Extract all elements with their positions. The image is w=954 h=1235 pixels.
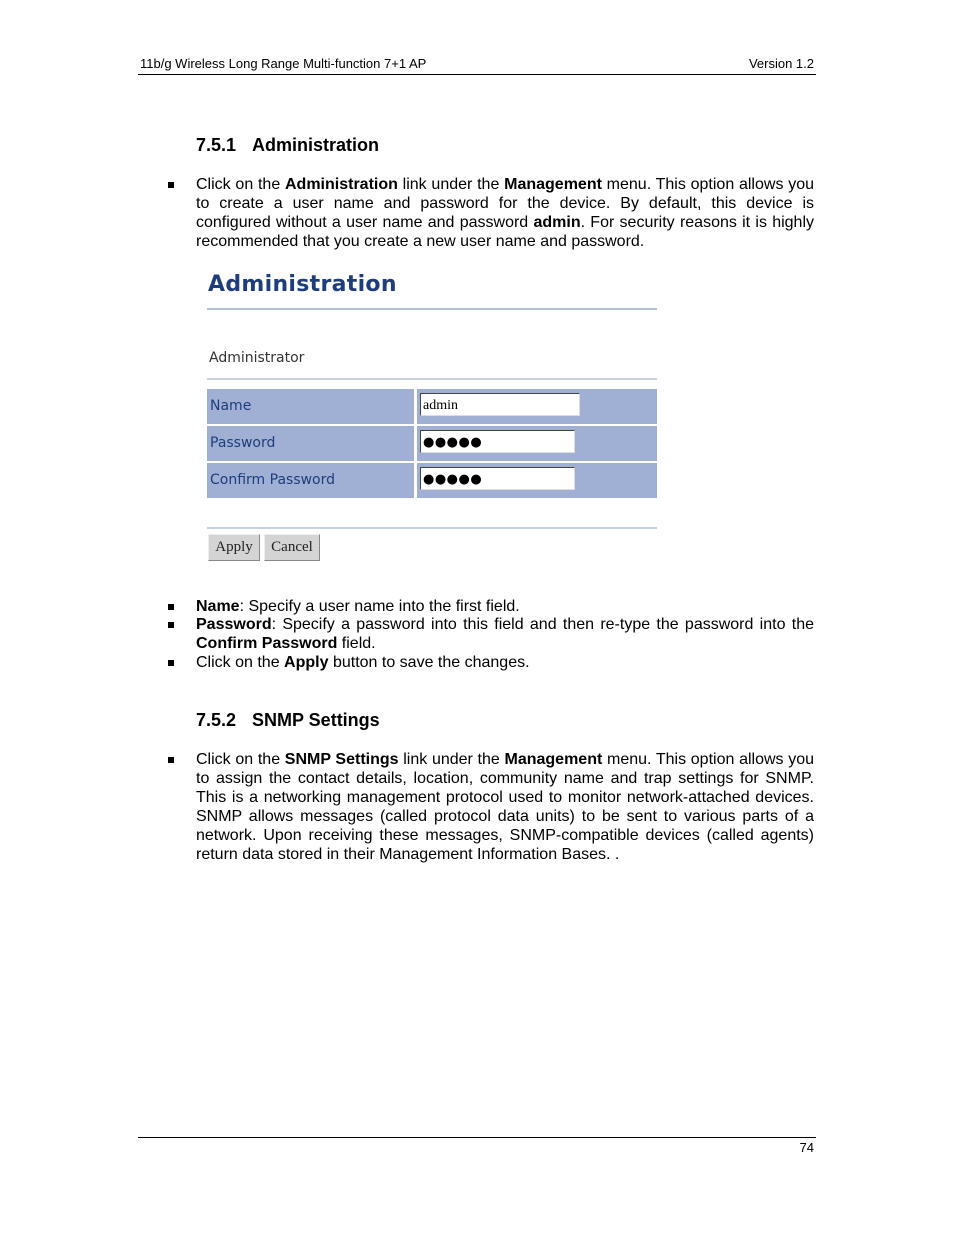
table-row-password: [207, 426, 657, 461]
divider: [207, 308, 657, 310]
confirm-password-input[interactable]: ●●●●●: [420, 467, 575, 490]
list-item: Name: Specify a user name into the first field.: [168, 597, 814, 616]
screenshot-section-label: Administrator: [209, 350, 305, 366]
paragraph: Click on the Administration link under the Management menu. This option allows you to create a user name and password for the device. By default, this device is configured without a user name and password admin. For security reasons it is highly recommended that you create a new user name and password.: [196, 176, 815, 250]
section-number: 7.5.2: [196, 710, 237, 730]
list-item: [168, 175, 814, 251]
footer-rule: [138, 1137, 816, 1138]
administration-screenshot: [206, 270, 658, 570]
bullet-icon: [168, 622, 174, 628]
section-number: 7.5.1: [196, 135, 237, 155]
section-title: Administration: [252, 135, 380, 155]
table-row-confirm-password: [207, 463, 657, 498]
section-title: SNMP Settings: [252, 710, 380, 730]
apply-button[interactable]: Apply: [208, 534, 260, 561]
table-row-name: [207, 389, 657, 424]
bullet-icon: [168, 182, 174, 188]
list-item: [168, 750, 814, 864]
divider: [207, 527, 657, 529]
name-label: Name: [210, 398, 252, 414]
divider: [207, 378, 657, 380]
header-title: 11b/g Wireless Long Range Multi-function 7+1 AP: [140, 56, 427, 71]
section-heading-snmp-settings: [196, 710, 380, 731]
confirm-password-label: Confirm Password: [210, 472, 336, 488]
section-heading-administration: [196, 135, 379, 156]
header-version: Version 1.2: [748, 56, 814, 71]
paragraph: Click on the SNMP Settings link under the Management menu. This option allows you to assign the contact details, location, community name and trap settings for SNMP. This is a networking management protocol used to monitor network-attached devices. SNMP allows messages (called protocol data units) to be sent to various parts of a network. Upon receiving these messages, SNMP-compatible devices (called agents) return data stored in their Management Information Bases. .: [196, 751, 815, 863]
page-number: 74: [799, 1140, 814, 1155]
screenshot-title: Administration: [208, 272, 397, 297]
name-input[interactable]: admin: [420, 393, 580, 416]
bullet-icon: [168, 660, 174, 666]
password-input[interactable]: ●●●●●: [420, 430, 575, 453]
cancel-button[interactable]: Cancel: [264, 534, 320, 561]
list-item: Click on the Apply button to save the changes.: [168, 653, 814, 672]
password-label: Password: [210, 435, 276, 451]
bullet-icon: [168, 604, 174, 610]
header-rule: [138, 74, 816, 75]
bullet-icon: [168, 757, 174, 763]
list-item: Password: Specify a password into this field and then re-type the password into the Confirm Password field.: [168, 615, 814, 653]
credentials-table: [207, 389, 657, 500]
